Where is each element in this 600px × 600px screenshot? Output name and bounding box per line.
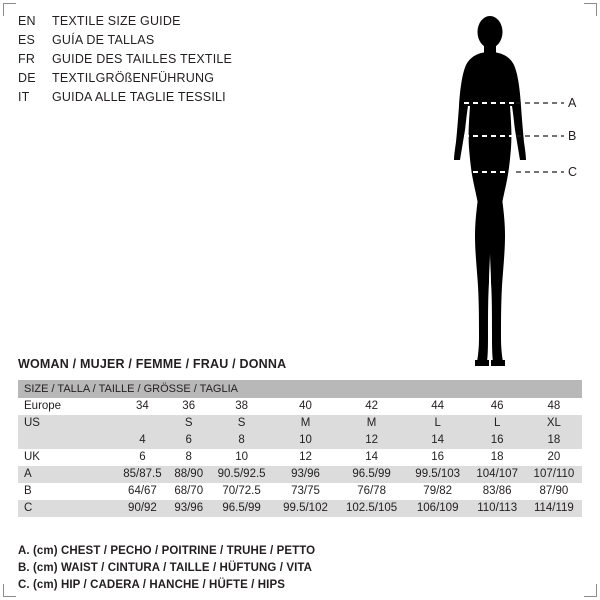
cell: 73/75 [275,483,337,500]
cell: 104/107 [469,466,526,483]
female-silhouette-figure [420,8,590,368]
cell: 70/72.5 [209,483,275,500]
table-row [18,398,582,415]
cell: 42 [336,398,407,415]
row-label: US [18,415,116,432]
cell: 90.5/92.5 [209,466,275,483]
cell: M [275,415,337,432]
cell: 16 [469,432,526,449]
table-row [18,500,582,517]
cell: 34 [116,398,169,415]
cell: 16 [407,449,469,466]
cell: 4 [116,432,169,449]
language-code: FR [18,52,36,66]
cell: 90/92 [116,500,169,517]
language-row [18,14,318,33]
cell: 10 [209,449,275,466]
cell: 36 [169,398,209,415]
cell [116,415,169,432]
cell: 44 [407,398,469,415]
section-title-woman: WOMAN / MUJER / FEMME / FRAU / DONNA [18,357,287,371]
cell: 79/82 [407,483,469,500]
row-label: C [18,500,116,517]
body-silhouette [454,16,526,366]
cell: L [407,415,469,432]
cell: 14 [336,449,407,466]
cell: 110/113 [469,500,526,517]
note-waist: B. (cm) WAIST / CINTURA / TAILLE / HÜFTUNG / VITA [18,562,313,574]
cell: 14 [407,432,469,449]
language-code: ES [18,33,36,47]
crop-mark-bottom-left [3,584,16,597]
cell: 18 [526,432,582,449]
crop-mark-bottom-right [584,584,597,597]
language-title: TEXTILE SIZE GUIDE [52,14,181,28]
note-hip: C. (cm) HIP / CADERA / HANCHE / HÜFTE / HIPS [18,579,286,591]
cell: 18 [469,449,526,466]
cell: 83/86 [469,483,526,500]
language-code: IT [18,90,30,104]
cell: 99.5/103 [407,466,469,483]
language-code: EN [18,14,36,28]
table-header-row [18,380,582,398]
crop-mark-top-left [3,3,16,16]
cell: 96.5/99 [336,466,407,483]
language-title: GUIDE DES TAILLES TEXTILE [52,52,233,66]
language-title: GUÍA DE TALLAS [52,33,155,47]
row-label [18,432,116,449]
table-row [18,449,582,466]
cell: 99.5/102 [275,500,337,517]
row-label: B [18,483,116,500]
cell: 68/70 [169,483,209,500]
cell: 87/90 [526,483,582,500]
table-row [18,483,582,500]
cell: 93/96 [275,466,337,483]
cell: S [169,415,209,432]
language-code: DE [18,71,36,85]
cell: XL [526,415,582,432]
cell: 107/110 [526,466,582,483]
table-header-label: SIZE / TALLA / TAILLE / GRÖSSE / TAGLIA [18,380,582,398]
cell: 20 [526,449,582,466]
language-row [18,90,318,109]
measure-label-a: A [568,96,577,110]
language-title: TEXTILGRÖßENFÜHRUNG [52,71,215,85]
silhouette-svg [420,8,590,368]
cell: 64/67 [116,483,169,500]
cell: S [209,415,275,432]
language-title: GUIDA ALLE TAGLIE TESSILI [52,90,226,104]
cell: M [336,415,407,432]
cell: 40 [275,398,337,415]
table-row [18,432,582,449]
cell: 96.5/99 [209,500,275,517]
cell: L [469,415,526,432]
cell: 8 [169,449,209,466]
measurement-notes [18,543,578,594]
language-row [18,52,318,71]
table-row [18,466,582,483]
cell: 46 [469,398,526,415]
language-title-list [18,14,318,109]
cell: 93/96 [169,500,209,517]
cell: 8 [209,432,275,449]
size-table [18,380,582,517]
language-row [18,33,318,52]
row-label: A [18,466,116,483]
cell: 102.5/105 [336,500,407,517]
cell: 12 [275,449,337,466]
cell: 88/90 [169,466,209,483]
cell: 48 [526,398,582,415]
measure-label-c: C [568,165,578,179]
row-label: Europe [18,398,116,415]
size-table-wrapper [18,380,582,517]
cell: 6 [116,449,169,466]
cell: 106/109 [407,500,469,517]
cell: 38 [209,398,275,415]
cell: 12 [336,432,407,449]
cell: 76/78 [336,483,407,500]
cell: 114/119 [526,500,582,517]
row-label: UK [18,449,116,466]
cell: 10 [275,432,337,449]
cell: 85/87.5 [116,466,169,483]
note-chest: A. (cm) CHEST / PECHO / POITRINE / TRUHE / PETTO [18,545,316,557]
language-row [18,71,318,90]
measure-label-b: B [568,129,577,143]
table-row [18,415,582,432]
cell: 6 [169,432,209,449]
